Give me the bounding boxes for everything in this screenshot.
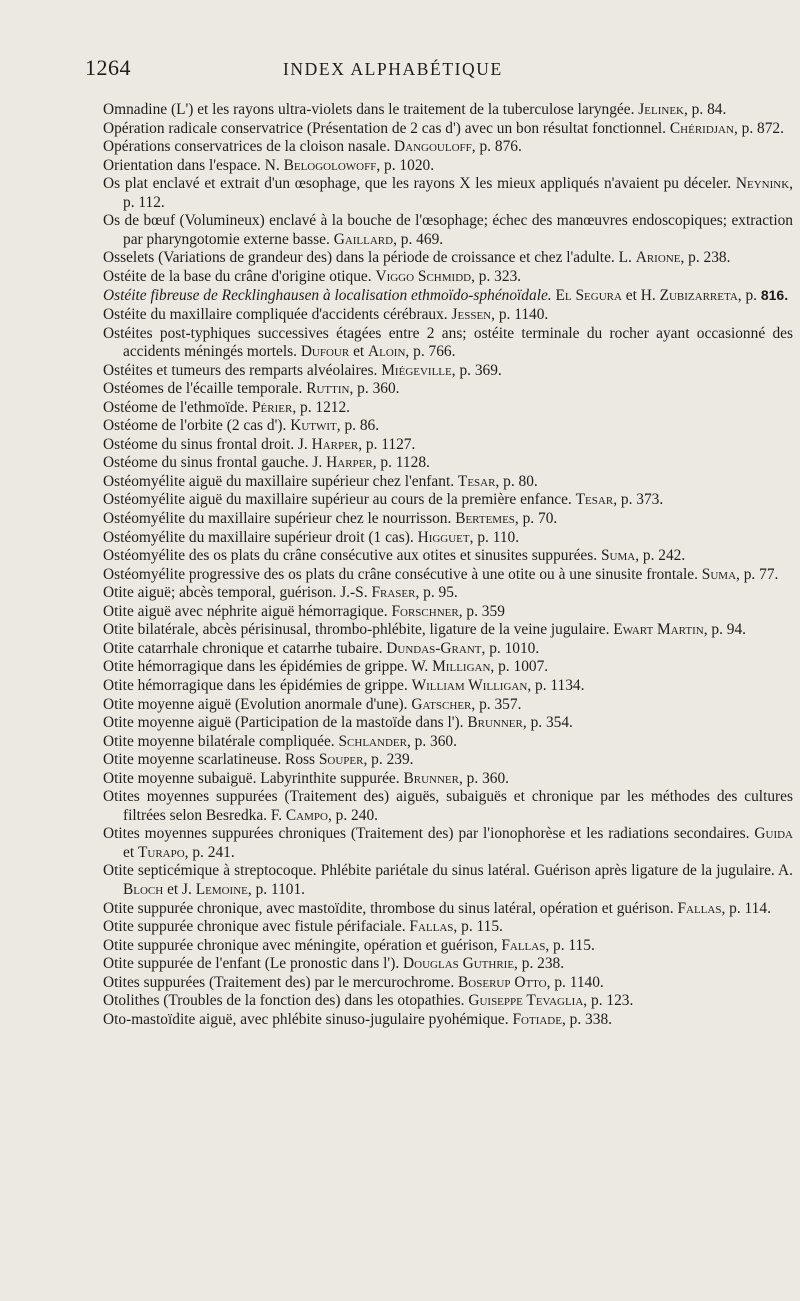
index-entry	[103, 417, 793, 436]
entry-author: El Segura	[555, 287, 622, 305]
index-entry	[103, 120, 793, 139]
index-entry	[103, 788, 793, 825]
entry-page-ref: , p. 1127.	[358, 435, 416, 453]
entry-title: Otite septicémique à streptocoque. Phlébite pariétale du sinus latéral. Guérison après ligature de la jugulaire. A.	[103, 862, 793, 880]
entry-page-ref: , p. 95.	[415, 584, 458, 602]
entry-author: Dangouloff	[394, 138, 472, 156]
entry-author: Brunner	[467, 714, 523, 732]
entry-author: Tesar	[575, 491, 614, 509]
entry-page-ref: , p. 239.	[363, 751, 414, 769]
entry-title: Ostéome de l'ethmoïde.	[103, 398, 249, 416]
entry-title: Os plat enclavé et extrait d'un œsophage, que les rayons X les mieux appliqués n'avaient pu déceler.	[103, 175, 732, 193]
entry-page-ref: , p. 1212.	[292, 398, 351, 416]
entry-page-ref: , p. 1140.	[491, 306, 549, 324]
index-entry	[103, 249, 793, 268]
entry-page-ref: , p. 84.	[683, 101, 727, 118]
entry-title: Ostéite du maxillaire compliquée d'accidents cérébraux.	[103, 306, 448, 324]
index-entry	[103, 937, 793, 956]
entry-author: Jelinek	[638, 101, 684, 118]
index-entry: Ostéite fibreuse de Recklinghausen à localisation ethmoïdo-sphénoïdale. El Segura et H. Zubizarreta, p. 816.	[103, 287, 789, 305]
entry-title: Otite catarrhale chronique et catarrhe tubaire.	[103, 639, 383, 657]
entry-title: Ostéite fibreuse de Recklinghausen à localisation ethmoïdo-sphénoïdale.	[103, 287, 552, 305]
entry-title: Ostéomyélite du maxillaire supérieur chez le nourrisson.	[103, 510, 452, 528]
entry-title: Ostéomyélite aiguë du maxillaire supérieur au cours de la première enfance.	[103, 491, 572, 509]
entry-page-ref: , p. 1134.	[527, 676, 585, 694]
entry-page-ref: , p. 766.	[405, 343, 456, 361]
entry-author: Higguet	[417, 528, 470, 546]
index-entry	[103, 900, 793, 919]
index-entry	[103, 101, 793, 120]
entry-title: Otite moyenne scarlatineuse. Ross	[103, 751, 315, 769]
entry-page-ref: , p. 114.	[721, 899, 771, 917]
entry-author: Schlander	[338, 732, 407, 750]
entry-page-ref: , p. 77.	[736, 565, 779, 583]
entry-author: Fallas	[501, 936, 546, 954]
entry-author: Harper	[326, 454, 373, 472]
page-header	[85, 55, 725, 89]
entry-page-ref: , p. 238.	[680, 249, 731, 267]
entry-title: Otite hémorragique dans les épidémies de grippe.	[103, 676, 408, 694]
entry-page-ref: , p. 80.	[495, 472, 538, 490]
entry-author: Forschner	[391, 602, 459, 620]
entry-author: Dundas-Grant	[386, 639, 482, 657]
entry-title: Otite suppurée de l'enfant (Le pronostic dans l').	[103, 955, 400, 973]
entry-author: Chéridjan	[669, 119, 734, 137]
index-entry	[103, 510, 793, 529]
index-entry	[103, 770, 793, 789]
index-entry	[103, 175, 793, 212]
index-entry	[103, 696, 793, 715]
entry-author: Suma	[701, 565, 737, 583]
entry-page-ref: , p. 112.	[123, 175, 793, 211]
entry-title: Opérations conservatrices de la cloison nasale.	[103, 138, 391, 156]
index-entry	[103, 380, 793, 399]
entry-title: Ostéomyélite du maxillaire supérieur droit (1 cas).	[103, 528, 414, 546]
entry-author: Guiseppe Tevaglia	[468, 992, 584, 1010]
entry-page-ref: , p. 115.	[545, 936, 595, 954]
entry-title: Opération radicale conservatrice (Présentation de 2 cas d') avec un bon résultat fonctionnel.	[103, 119, 667, 137]
index-entry: Otites moyennes suppurées chroniques (Traitement des) par l'ionophorèse et les radiations secondaires. Guida et Turapo, p. 241.	[103, 825, 793, 861]
entry-coauthor: Aloin	[368, 343, 406, 361]
index-entry	[103, 714, 793, 733]
entry-page-ref: , p. 872.	[733, 119, 784, 137]
entry-coauthor: J. Lemoine	[182, 880, 248, 898]
entry-title: Ostéomes de l'écaille temporale.	[103, 380, 303, 398]
entry-page-ref: , p. 70.	[514, 510, 558, 528]
entry-author: Ewart Martin	[613, 621, 704, 639]
entry-author: Boserup Otto	[458, 973, 547, 991]
index-entry	[103, 473, 793, 492]
entry-title: Otite moyenne bilatérale compliquée.	[103, 732, 335, 750]
entry-title: Ostéome de l'orbite (2 cas d').	[103, 417, 287, 435]
entry-page-ref: , p. 338.	[561, 1010, 612, 1028]
entry-author: Gatscher	[411, 695, 472, 713]
entry-page-ref: , p. 469.	[393, 230, 444, 248]
index-entries	[103, 101, 793, 1029]
entry-page-ref: , p. 357.	[471, 695, 522, 713]
entry-page-ref: , p. 359	[458, 602, 505, 620]
entry-page-ref: , p. 123.	[583, 992, 634, 1010]
index-entry	[103, 992, 793, 1011]
index-entry	[103, 658, 793, 677]
index-entry: Otite septicémique à streptocoque. Phlébite pariétale du sinus latéral. Guérison après ligature de la jugulaire. A. Bloch et J. Lemoine, p. 1101.	[103, 862, 793, 898]
entry-page-ref: , p. 115.	[453, 918, 503, 936]
entry-title: Oto-mastoïdite aiguë, avec phlébite sinuso-jugulaire pyohémique.	[103, 1010, 509, 1028]
index-entry	[103, 157, 793, 176]
entry-title: Otite suppurée chronique avec fistule périfaciale.	[103, 918, 406, 936]
index-entry	[103, 974, 793, 993]
entry-title: Ostéites post-typhiques successives étagées entre 2 ans; ostéite terminale du rocher ayant occasionné des accidents méningés mortels.	[103, 324, 793, 361]
entry-author: Dufour	[300, 343, 350, 361]
index-entry	[103, 1011, 793, 1030]
index-entry	[103, 529, 793, 548]
index-entry	[103, 955, 793, 974]
entry-author: Harper	[311, 435, 359, 453]
index-entry	[103, 751, 793, 770]
index-entry	[103, 640, 793, 659]
entry-author: Kutwit	[290, 417, 337, 435]
entry-author: Périer	[251, 398, 293, 416]
entry-title: Otite aiguë; abcès temporal, guérison. J.-S.	[103, 584, 368, 602]
index-entry	[103, 454, 793, 473]
entry-page-ref: , p. 1007.	[490, 658, 549, 676]
entry-author: Miégeville	[381, 361, 452, 379]
entry-author: Bloch	[123, 880, 164, 898]
entry-page-ref: , p. 1128.	[372, 454, 430, 472]
entry-title: Otolithes (Troubles de la fonction des) dans les otopathies.	[103, 992, 465, 1010]
entry-author: Fraser	[371, 584, 416, 602]
index-entry	[103, 677, 793, 696]
entry-author: Fallas	[409, 918, 454, 936]
entry-author: Milligan	[432, 658, 491, 676]
index-entry	[103, 584, 793, 603]
index-entry	[103, 306, 793, 325]
entry-author: Ruttin	[306, 380, 350, 398]
entry-title: Otite moyenne aiguë (Evolution anormale d'une).	[103, 695, 408, 713]
entry-page-ref: , p. 240.	[327, 806, 378, 824]
index-entry	[103, 547, 793, 566]
entry-title: Osselets (Variations de grandeur des) dans la période de croissance et chez l'adulte. L.	[103, 249, 632, 267]
entry-coauthor: H. Zubizarreta	[640, 287, 738, 305]
entry-page-ref: , p. 360.	[349, 380, 400, 398]
index-entry	[103, 491, 793, 510]
entry-title: Otite suppurée chronique, avec mastoïdite, thrombose du sinus latéral, opération et guérison.	[103, 899, 674, 917]
entry-title: Ostéomyélite des os plats du crâne consécutive aux otites et sinusites suppurées.	[103, 547, 598, 565]
entry-author: Fallas	[677, 899, 722, 917]
entry-coauthor: Turapo	[137, 843, 185, 861]
entry-page-ref: , p. 354.	[522, 714, 573, 732]
running-title: INDEX ALPHABÉTIQUE	[283, 59, 503, 79]
index-entry: Ostéites post-typhiques successives étagées entre 2 ans; ostéite terminale du rocher ayant occasionné des accidents méningés mortels. Dufour et Aloin, p. 766.	[103, 324, 793, 361]
entry-author: Suma	[600, 547, 636, 565]
entry-author: Neynink	[735, 175, 790, 193]
index-entry	[103, 621, 793, 640]
index-entry	[103, 733, 793, 752]
entry-author: Bertemes	[455, 510, 515, 528]
entry-title: Orientation dans l'espace. N.	[103, 156, 280, 174]
entry-title: Otite bilatérale, abcès périsinusal, thrombo-phlébite, ligature de la veine jugulaire.	[103, 621, 610, 639]
entry-page-ref: , p. 94.	[703, 621, 747, 639]
entry-page-ref: 816.	[760, 287, 789, 304]
entry-page-ref: , p. 238.	[514, 955, 565, 973]
index-entry	[103, 268, 793, 287]
entry-page-ref: , p. 373.	[613, 491, 664, 509]
entry-page-ref: , p. 369.	[451, 361, 502, 379]
entry-title: Ostéome du sinus frontal droit. J.	[103, 435, 308, 453]
index-entry	[103, 399, 793, 418]
page-number: 1264	[85, 55, 131, 80]
entry-title: Otite moyenne subaiguë. Labyrinthite suppurée.	[103, 769, 400, 787]
entry-title: Otite aiguë avec néphrite aiguë hémorragique.	[103, 602, 388, 620]
entry-page-ref: , p. 242.	[635, 547, 686, 565]
index-entry	[103, 362, 793, 381]
index-entry	[103, 918, 793, 937]
entry-page-ref: , p. 241.	[184, 843, 235, 861]
entry-page-ref: , p. 110.	[469, 528, 520, 546]
entry-author: William Willigan	[411, 676, 528, 694]
entry-title: Ostéomyélite aiguë du maxillaire supérieur chez l'enfant.	[103, 472, 455, 490]
entry-title: Ostéome du sinus frontal gauche. J.	[103, 454, 323, 472]
entry-page-ref: , p. 876.	[471, 138, 522, 156]
entry-title: Ostéite de la base du crâne d'origine otique.	[103, 267, 372, 285]
entry-author: Belogolowoff	[283, 156, 377, 174]
entry-author: Jessen	[451, 306, 492, 324]
entry-author: Arione	[635, 249, 681, 267]
entry-title: Omnadine (L') et les rayons ultra-violets dans le traitement de la tuberculose laryngée.	[103, 101, 635, 118]
entry-title: Ostéomyélite progressive des os plats du crâne consécutive à une otite ou à une sinusite frontale.	[103, 565, 698, 583]
entry-page-ref: , p. 1010.	[481, 639, 540, 657]
entry-page-ref: , p. 1101.	[247, 880, 306, 898]
entry-title: Otites moyennes suppurées chroniques (Traitement des) par l'ionophorèse et les radiations secondaires.	[103, 825, 750, 843]
entry-author: Guida	[754, 825, 793, 843]
index-entry	[103, 138, 793, 157]
entry-title: Os de bœuf (Volumineux) enclavé à la bouche de l'œsophage; échec des manœuvres endoscopiques; extraction par pharyngotomie externe basse.	[103, 212, 793, 248]
entry-page-ref: , p. 86.	[336, 417, 380, 435]
entry-page-ref: , p. 360.	[406, 732, 457, 750]
entry-title: Otites moyennes suppurées (Traitement des) aiguës, subaiguës et chronique par les méthodes des cultures filtrées selon Besredka. F.	[103, 788, 793, 824]
entry-page-ref: , p. 1020.	[376, 156, 435, 174]
entry-title: Ostéites et tumeurs des remparts alvéolaires.	[103, 361, 378, 379]
entry-author: Souper	[318, 751, 364, 769]
entry-page-ref: , p. 1140.	[546, 973, 604, 991]
entry-author: Campo	[285, 806, 328, 824]
index-entry	[103, 566, 793, 585]
entry-author: Douglas Guthrie	[403, 955, 515, 973]
entry-title: Otite moyenne aiguë (Participation de la mastoïde dans l').	[103, 714, 464, 732]
entry-page-ref: , p. 360.	[458, 769, 510, 787]
entry-author: Gaillard	[333, 230, 394, 248]
index-entry	[103, 212, 793, 249]
index-entry	[103, 603, 793, 622]
index-entry	[103, 436, 793, 455]
entry-title: Otite suppurée chronique avec méningite, opération et guérison,	[103, 936, 498, 954]
entry-title: Otite hémorragique dans les épidémies de grippe. W.	[103, 658, 429, 676]
entry-author: Viggo Schmidd	[375, 267, 472, 285]
entry-title: Otites suppurées (Traitement des) par le mercurochrome.	[103, 973, 455, 991]
entry-page-ref: , p. 323.	[471, 267, 522, 285]
entry-author: Fotiade	[512, 1010, 562, 1028]
entry-author: Brunner	[403, 769, 459, 787]
entry-author: Tesar	[457, 472, 496, 490]
